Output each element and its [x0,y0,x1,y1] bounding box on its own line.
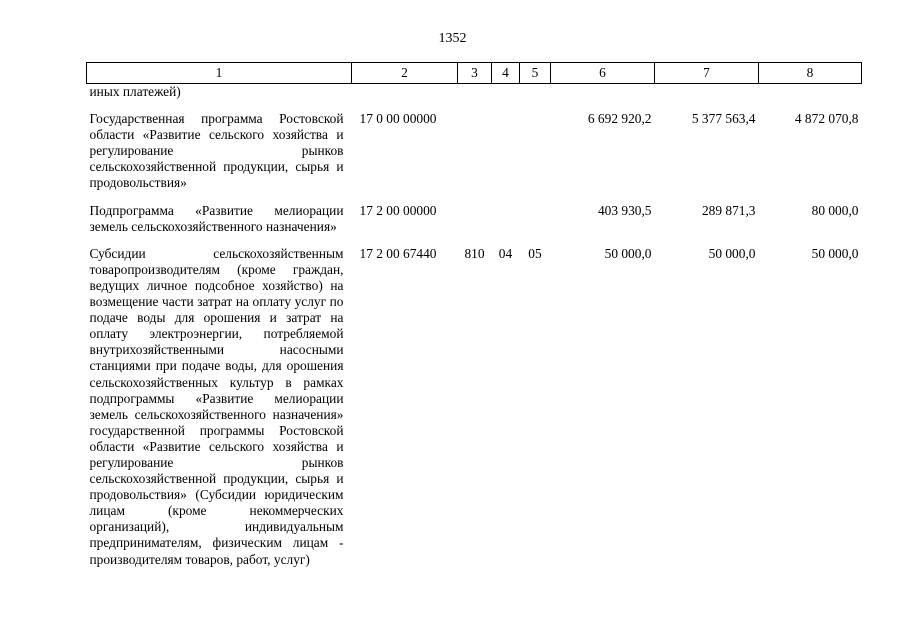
column-header: 1 [87,63,352,84]
row-name: Государственная программа Ростовской области «Развитие сельского хозяйства и регулирование рынков сельскохозяйственной продукции, сырья и продовольствия» [89,111,344,191]
row-col4 [492,192,520,235]
row-value-7: 5 377 563,4 [691,111,756,127]
row-col3: 810 [464,245,485,261]
row-col3 [458,192,492,235]
row-value-8: 4 872 070,8 [794,111,859,127]
row-name: иных платежей) [89,84,181,99]
row-value-7: 289 871,3 [701,202,756,218]
column-header: 2 [352,63,458,84]
column-header: 5 [520,63,551,84]
row-code [352,84,458,101]
column-header: 3 [458,63,492,84]
row-code: 17 2 00 67440 [359,245,437,261]
row-value-8: 80 000,0 [811,202,859,218]
row-value-6: 6 692 920,2 [587,111,652,127]
row-value-6 [551,84,655,101]
header-row [87,63,862,84]
row-code: 17 0 00 00000 [359,111,437,127]
row-col5: 05 [528,245,542,261]
row-col5 [520,192,551,235]
row-col3 [458,100,492,191]
row-name: Подпрограмма «Развитие мелиорации земель сельскохозяйственного назначения» [89,202,344,234]
table-row [87,100,862,191]
row-col5 [520,84,551,101]
row-col4 [492,84,520,101]
row-col5 [520,100,551,191]
row-value-7: 50 000,0 [708,245,756,261]
row-col3 [458,84,492,101]
column-header: 8 [759,63,862,84]
column-header: 6 [551,63,655,84]
row-value-6: 403 930,5 [597,202,652,218]
row-value-8 [759,84,862,101]
row-value-8: 50 000,0 [811,245,859,261]
table-row [87,84,862,101]
row-value-6: 50 000,0 [604,245,652,261]
row-code: 17 2 00 00000 [359,202,437,218]
column-header: 7 [655,63,759,84]
row-name: Субсидии сельскохозяйственным товаропроизводителям (кроме граждан, ведущих личное подсобное хозяйство) на возмещение части затрат на оплату услуг по подаче воды для орошения и затрат на оплату электроэнергии, потребляемой внутрихозяйственными насосными станциями при подаче воды, для орошения сельскохозяйственных культур в рамках подпрограммы «Развитие мелиорации земель сельскохозяйственного назначения» государственной программы Ростовской области «Развитие сельского хозяйства и регулирование рынков сельскохозяйственной продукции, сырья и продовольствия» (Субсидии юридическим лицам (кроме некоммерческих организаций), индивидуальным предпринимателям, физическим лицам - производителям товаров, работ, услуг) [89,245,344,567]
row-col4: 04 [498,245,513,261]
budget-table [86,62,862,568]
row-col4 [492,100,520,191]
table-row [87,192,862,235]
page-number: 1352 [438,31,467,46]
table-row [87,235,862,568]
row-value-7 [655,84,759,101]
column-header: 4 [492,63,520,84]
